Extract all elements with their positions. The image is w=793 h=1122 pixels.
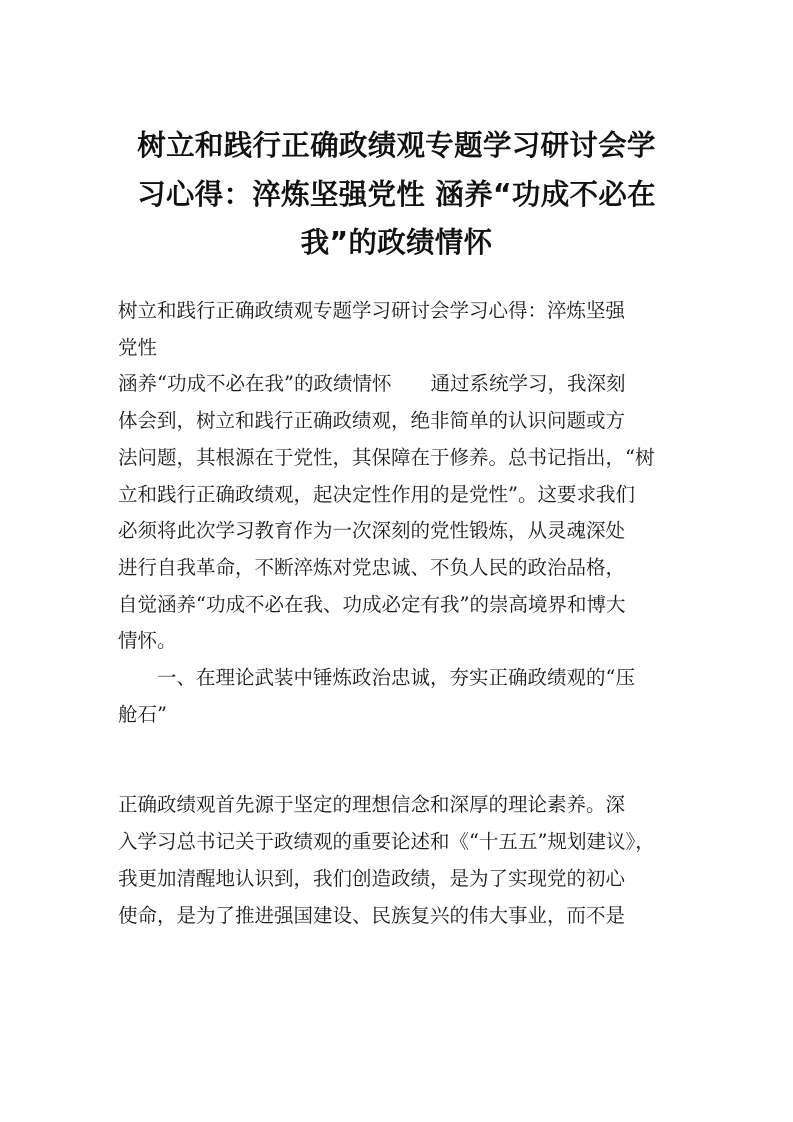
section-body-line: 我更加清醒地认识到，我们创造政绩，是为了实现党的初心 [118, 866, 626, 890]
body-line: 树立和践行正确政绩观专题学习研讨会学习心得：淬炼坚强 [118, 299, 626, 322]
body-line: 立和践行正确政绩观，起决定性作用的是党性”。这要求我们 [118, 482, 635, 506]
paragraph-gap [118, 733, 678, 787]
page-title [118, 122, 675, 268]
section-body-line: 入学习总书记关于政绩观的重要论述和《“十五五”规划建议》， [118, 830, 655, 854]
body-line: 情怀。 [118, 629, 177, 653]
body-line: 自觉涵养“功成不必在我、功成必定有我”的崇高境界和博大 [118, 592, 626, 616]
section-heading-line: 一、在理论武装中锤炼政治忠诚，夯实正确政绩观的“压 [157, 666, 635, 690]
section-heading-line: 舱石” [118, 702, 167, 726]
title-line-1: 树立和践行正确政绩观专题学习研讨会学 [137, 129, 656, 162]
body-line: 涵养“功成不必在我”的政绩情怀 通过系统学习，我深刻 [118, 372, 626, 396]
document-body [118, 293, 678, 934]
body-line: 进行自我革命，不断淬炼对党忠诚、不负人民的政治品格， [118, 555, 626, 579]
section-body-line: 正确政绩观首先源于坚定的理想信念和深厚的理论素养。深 [118, 793, 626, 817]
body-line: 体会到，树立和践行正确政绩观，绝非简单的认识问题或方 [118, 409, 626, 433]
body-line: 必须将此次学习教育作为一次深刻的党性锻炼，从灵魂深处 [118, 519, 626, 543]
title-line-3: 我”的政绩情怀 [300, 226, 493, 259]
section-body-line: 使命，是为了推进强国建设、民族复兴的伟大事业，而不是 [118, 903, 626, 927]
title-line-2: 习心得：淬炼坚强党性 涵养“功成不必在 [137, 177, 656, 211]
body-line: 党性 [118, 335, 158, 359]
body-line: 法问题，其根源在于党性，其保障在于修养。总书记指出，“树 [118, 445, 655, 469]
